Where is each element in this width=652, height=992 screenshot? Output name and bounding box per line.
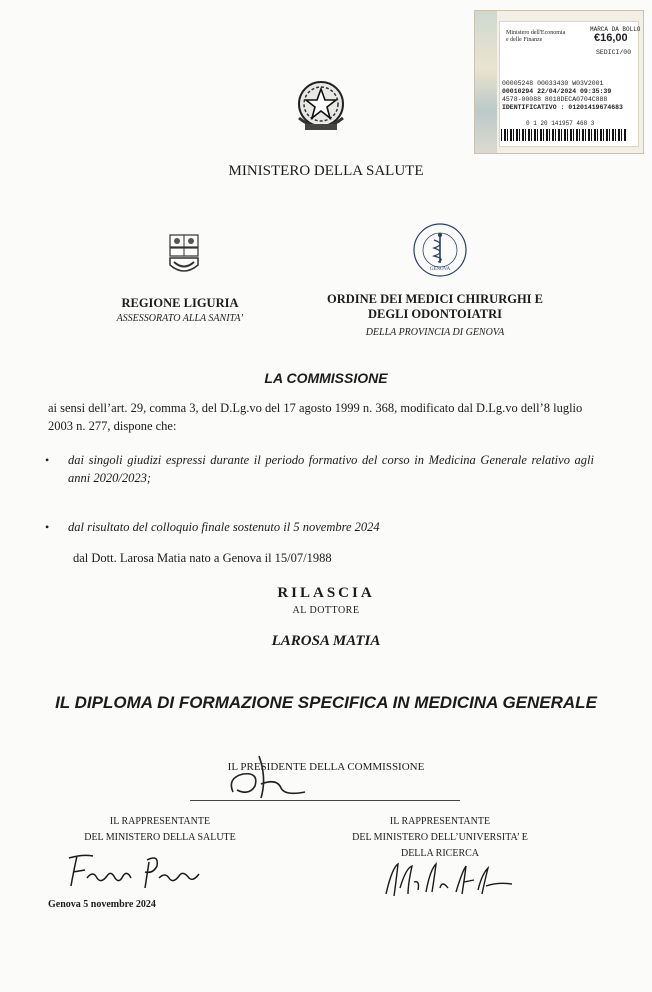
rapp-label: IL RAPPRESENTANTE: [109, 816, 211, 827]
stamp-title: MARCA DA BOLLO: [590, 26, 641, 33]
regione-liguria-logo-icon: [168, 233, 200, 275]
rapp-label: DEL MINISTERO DELLA SALUTE: [84, 832, 236, 843]
stamp-code-line: 4578-00088 8018DECA0704C888: [502, 96, 608, 103]
ordine-title-line: DEGLI ODONTOIATRI: [368, 307, 502, 321]
stamp-barcode: [501, 129, 627, 141]
diploma-title: IL DIPLOMA DI FORMAZIONE SPECIFICA IN MEDICINA GENERALE: [55, 693, 597, 712]
al-dottore-label: AL DOTTORE: [292, 605, 360, 616]
stamp-identificativo: IDENTIFICATIVO : 01201419674683: [502, 104, 623, 111]
bullet-item: dai singoli giudizi espressi durante il periodo formativo del corso in Medicina Generale relativo agli anni 2020/2023;: [68, 453, 594, 485]
issue-date: Genova 5 novembre 2024: [48, 899, 156, 910]
italian-republic-emblem-icon: [293, 78, 349, 138]
stamp-code-line: 00010294 22/04/2024 09:35:39: [502, 88, 612, 95]
rappresentante-universita: [320, 814, 560, 862]
legal-reference-paragraph: ai sensi dell’art. 29, comma 3, del D.Lg.vo del 17 agosto 1999 n. 368, modificato dal D.Lg.vo dell’8 luglio 2003 n. 277, dispone che:: [48, 401, 583, 433]
ordine-title: [310, 292, 560, 322]
president-signature: [215, 748, 315, 804]
stamp-code-line: 00005248 00033430 W03V2001: [502, 80, 604, 87]
ministry-title: MINISTERO DELLA SALUTE: [228, 163, 424, 179]
stamp-value: €16,00: [594, 32, 628, 44]
rilascia-heading: RILASCIA: [277, 585, 375, 601]
signature-salute: [63, 848, 203, 894]
ordine-subtitle: DELLA PROVINCIA DI GENOVA: [365, 327, 505, 338]
revenue-stamp: [474, 10, 644, 154]
rapp-label: DELLA RICERCA: [400, 848, 480, 859]
regione-title: REGIONE LIGURIA: [121, 296, 239, 310]
regione-subtitle: ASSESSORATO ALLA SANITA’: [116, 313, 244, 324]
bullet-icon: •: [45, 520, 50, 534]
signature-universita: [378, 858, 518, 900]
hologram-strip: [475, 11, 497, 153]
rapp-label: DEL MINISTERO DELL’UNIVERSITA’ E: [352, 832, 528, 843]
ordine-title-line: ORDINE DEI MEDICI CHIRURGHI E: [327, 292, 543, 306]
candidate-line: dal Dott. Larosa Matia nato a Genova il 15/07/1988: [73, 551, 332, 565]
stamp-value-words: SEDICI/00: [596, 49, 632, 56]
stamp-barcode-number: 0 1 20 141957 468 3: [526, 120, 595, 127]
bullet-icon: •: [45, 453, 50, 467]
bullet-item: dal risultato del colloquio finale sostenuto il 5 novembre 2024: [68, 520, 380, 534]
ordine-medici-seal-icon: [412, 222, 468, 278]
rapp-label: IL RAPPRESENTANTE: [389, 816, 491, 827]
president-label: IL PRESIDENTE DELLA COMMISSIONE: [227, 761, 425, 773]
commission-heading: LA COMMISSIONE: [264, 370, 388, 386]
stamp-issuer: Ministero dell'Economia e delle Finanze: [506, 30, 566, 43]
recipient-name: LAROSA MATIA: [271, 633, 381, 649]
rappresentante-salute: [45, 814, 275, 846]
seal-city: GENOVA: [429, 267, 451, 272]
